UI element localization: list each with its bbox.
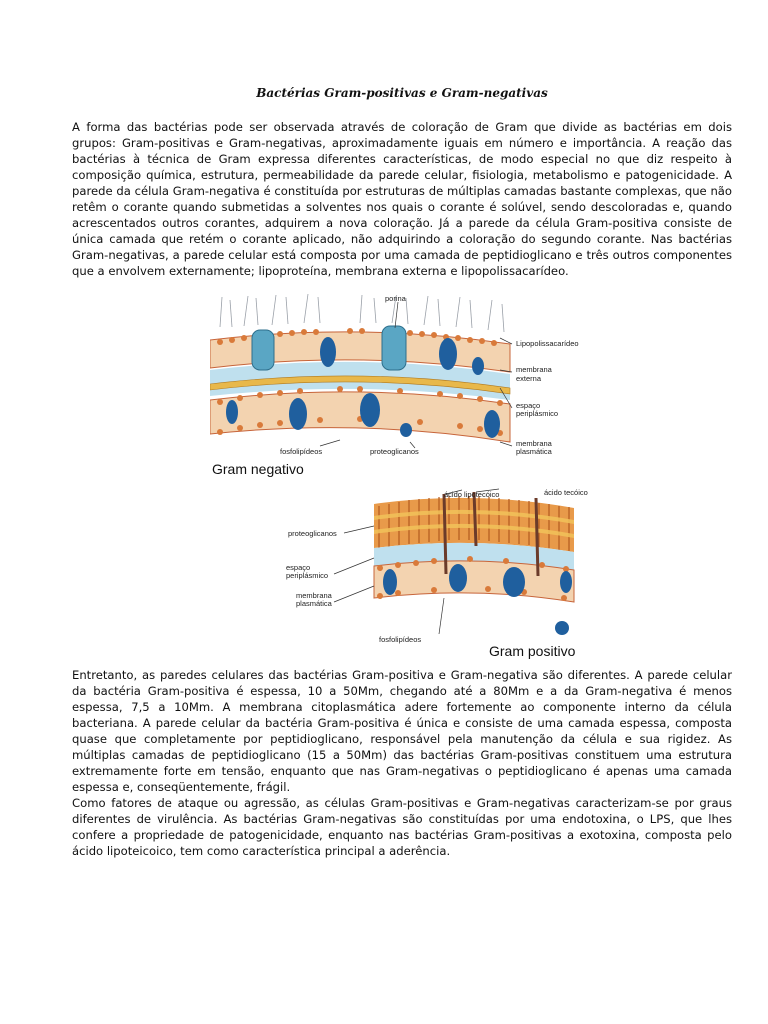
label-gp-espaco-2: periplásmico: [286, 571, 329, 580]
label-membrana-plasmatica-2: plasmática: [516, 447, 552, 456]
label-acido-tecoico: ácido tecóico: [544, 488, 588, 497]
label-espaco-1: espaço: [516, 401, 541, 410]
bottom-text: [72, 667, 732, 859]
label-espaco-2: periplásmico: [516, 409, 559, 418]
caption-gram-positivo: Gram positivo: [489, 643, 576, 659]
label-gp-membrana-1: membrana: [296, 591, 332, 600]
label-membrana-plasmatica-1: membrana: [516, 439, 552, 448]
document-title: Bactérias Gram-positivas e Gram-negativas: [256, 86, 548, 100]
label-porina: porina: [385, 294, 406, 303]
label-fosfolipideos: fosfolipídeos: [280, 447, 323, 456]
label-gp-proteoglicanos: proteoglicanos: [288, 529, 337, 538]
label-gp-fosfolipideos: fosfolipídeos: [379, 635, 422, 644]
virulence-paragraph: Como fatores de ataque ou agressão, as células Gram-positivas e Gram-negativas caracterizam-se por graus diferentes de virulência. As bactérias Gram-negativas são constituídas por uma endotoxina, o LPS, que lhes confere a propriedade de patogenicidade, enquanto nas bactérias Gram-positivas a exotoxina, composta pelo ácido lipoteicoico, tem como característica principal a aderência.: [72, 796, 732, 858]
lps-hairs: [220, 294, 504, 332]
gram-positive-figure: [274, 486, 614, 661]
label-gp-espaco-1: espaço: [286, 563, 311, 572]
label-membrana-externa-2: externa: [516, 374, 542, 383]
document-page: [72, 0, 732, 1024]
label-acido-lipotecoico: ácido lipotecóico: [444, 490, 500, 499]
intro-paragraph: A forma das bactérias pode ser observada através de coloração de Gram que divide as bactérias em dois grupos: Gram-positivas e Gram-negativas, aproximadamente iguais em número e importância. A reação das bactérias à técnica de Gram expressa diferentes características, de modo especial no que diz respeito à composição química, estrutura, permeabilidade da parede celular, fisiologia, metabolismo e patogenicidade. A parede da célula Gram-negativa é constituída por estruturas de múltiplas camadas bastante complexas, que não retêm o corante quando submetidas a solventes nos quais o corante é solúvel, sendo descoloradas e, quando acrescentados outros corantes, adquirem a nova coloração. Já a parede da célula Gram-positiva consiste de única camada que retém o corante aplicado, não adquirindo a coloração do segundo corante. Nas bactérias Gram-negativas, a parede celular está composta por uma camada de peptidioglicano e três outros componentes que a envolvem externamente; lipoproteína, membrana externa e lipopolissacarídeo.: [72, 120, 732, 278]
gram-negative-figure: [210, 292, 680, 482]
caption-gram-negativo: Gram negativo: [212, 461, 304, 477]
label-gp-membrana-2: plasmática: [296, 599, 332, 608]
label-membrana-externa-1: membrana: [516, 365, 552, 374]
label-lipopolissacarideo: Lipopolissacarídeo: [516, 339, 579, 348]
label-proteoglicanos: proteoglicanos: [370, 447, 419, 456]
comparison-paragraph: Entretanto, as paredes celulares das bactérias Gram-positiva e Gram-negativa são diferentes. A parede celular da bactéria Gram-positiva é espessa, 10 a 50Mm, chegando até a 80Mm e a da Gram-negativa é menos espessa, 7,5 a 10Mm. A membrana citoplasmática adere fortemente ao componente interno da célula bacteriana. A parede celular da bactéria Gram-positiva é única e consiste de uma camada espessa, composta quase que completamente por peptidioglicano, responsável pela manutenção da célula e sua rigidez. As múltiplas camadas de peptidioglicano (15 a 50Mm) das bactérias Gram-positivas constituem uma estrutura extremamente forte em tensão, enquanto que nas Gram-negativas o peptidioglicano é apenas uma camada espessa e, conseqüentemente, frágil.: [72, 668, 732, 794]
